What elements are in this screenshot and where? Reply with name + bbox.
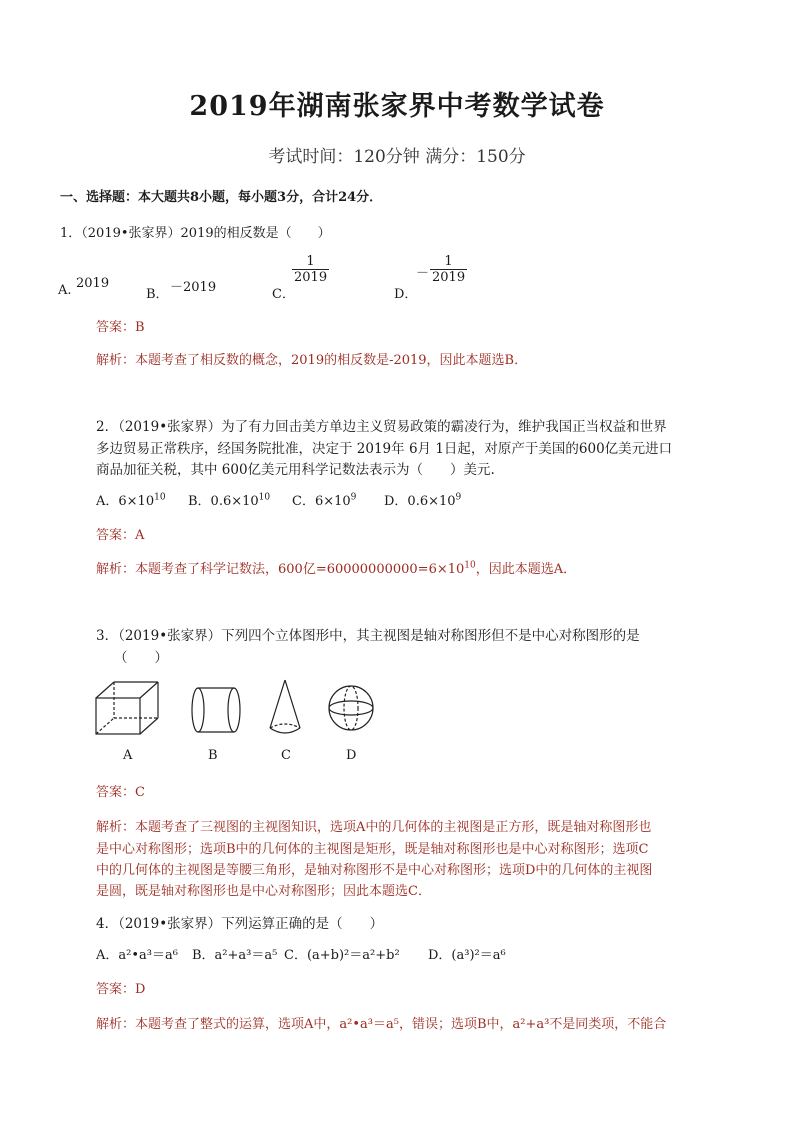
q2-option-d-exponent: 9 <box>455 492 462 503</box>
q3-stem-line1: 3．（2019•张家界）下列四个立体图形中，其主视图是轴对称图形但不是中心对称图形的是 <box>96 628 640 644</box>
sphere-figure <box>329 686 373 730</box>
q4-option-a: A．a²•a³＝a⁶ <box>96 948 178 963</box>
q1-stem: 1．（2019•张家界）2019的相反数是（ ） <box>60 226 331 241</box>
q3-explanation-line1: 解析：本题考查了三视图的主视图知识，选项A中的几何体的主视图是正方形，既是轴对称图形也 <box>96 820 652 835</box>
q3-figure-label-d: D <box>346 748 357 763</box>
fraction-numerator: 1 <box>444 254 453 269</box>
q4-answer: 答案：D <box>96 982 146 997</box>
q3-figure-label-a: A <box>123 748 133 763</box>
section-heading: 一、选择题：本大题共8小题，每小题3分，合计24分． <box>60 190 383 205</box>
q1-option-b-label: B． <box>146 287 169 302</box>
q4-explanation: 解析：本题考查了整式的运算，选项A中，a²•a³＝a⁵，错误；选项B中，a²+a³不是同类项，不能合 <box>96 1017 667 1032</box>
q2-explanation-text: 解析：本题考查了科学记数法，600亿=60000000000=6×10 <box>96 562 465 577</box>
fraction-denominator: 2019 <box>432 270 466 285</box>
q2-explanation-exponent: 10 <box>464 560 476 571</box>
q3-figure-label-c: C <box>281 748 291 763</box>
q2-answer: 答案：A <box>96 528 145 543</box>
q4-stem: 4．（2019•张家界）下列运算正确的是（ ） <box>96 916 384 932</box>
q2-explanation <box>96 558 576 577</box>
q2-option-a-base: A．6×10 <box>96 494 155 509</box>
q1-explanation: 解析：本题考查了相反数的概念，2019的相反数是-2019，因此本题选B． <box>96 353 528 368</box>
q1-option-d-fraction <box>430 254 467 285</box>
q1-option-d-label: D． <box>394 287 418 302</box>
q2-option-b <box>188 490 270 509</box>
q1-option-c-label: C． <box>272 287 295 302</box>
cube-figure <box>96 682 158 734</box>
q2-option-c-base: C．6×10 <box>292 494 351 509</box>
exam-info: 考试时间：120分钟 满分：150分 <box>268 147 526 167</box>
q2-option-d-base: D．0.6×10 <box>384 494 456 509</box>
q4-option-d: D．(a³)²＝a⁶ <box>428 948 506 963</box>
q2-option-c-exponent: 9 <box>350 492 357 503</box>
page-title: 2019年湖南张家界中考数学试卷 <box>189 91 605 122</box>
q1-option-a-label: A. <box>58 283 72 298</box>
q1-option-b: －2019 <box>170 280 217 295</box>
q2-option-a <box>96 490 166 509</box>
q3-explanation-line3: 中的几何体的主视图是等腰三角形，是轴对称图形不是中心对称图形；选项D中的几何体的主视图 <box>96 863 653 878</box>
q2-option-b-exponent: 10 <box>258 492 271 503</box>
q2-stem-line2: 多边贸易正常秩序，经国务院批准，决定于 2019年 6月 1日起，对原产于美国的600亿美元进口 <box>96 441 673 457</box>
q3-explanation-line4: 是圆，既是轴对称图形也是中心对称图形；因此本题选C． <box>96 884 431 899</box>
q1-answer: 答案：B <box>96 320 145 335</box>
q2-stem-line1: 2．（2019•张家界）为了有力回击美方单边主义贸易政策的霸凌行为，维护我国正当权益和世界 <box>96 419 667 435</box>
fraction-numerator: 1 <box>306 254 315 269</box>
q2-option-c <box>292 490 356 509</box>
q3-answer: 答案：C <box>96 785 145 800</box>
q2-option-d <box>384 490 461 509</box>
q2-explanation-tail: ，因此本题选A． <box>475 562 577 577</box>
fraction-denominator: 2019 <box>294 270 328 285</box>
q2-option-b-base: B．0.6×10 <box>188 494 259 509</box>
q4-option-c: C．(a+b)²＝a²+b² <box>284 948 400 963</box>
q1-option-d-sign: － <box>416 266 430 281</box>
q3-stem-line2: （ ） <box>114 650 168 666</box>
q3-solid-figures <box>90 678 390 738</box>
cylinder-figure <box>192 688 240 732</box>
q3-figure-label-b: B <box>208 748 218 763</box>
q1-option-a: 2019 <box>76 276 110 291</box>
q3-explanation-line2: 是中心对称图形；选项B中的几何体的主视图是矩形，既是轴对称图形也是中心对称图形；选项C <box>96 842 649 857</box>
cone-figure <box>270 680 300 733</box>
q1-option-c-fraction <box>292 254 329 285</box>
q2-stem-line3: 商品加征关税，其中 600亿美元用科学记数法表示为（ ）美元. <box>96 462 495 478</box>
q2-option-a-exponent: 10 <box>154 492 166 503</box>
q4-option-b: B．a²+a³＝a⁵ <box>192 948 278 963</box>
